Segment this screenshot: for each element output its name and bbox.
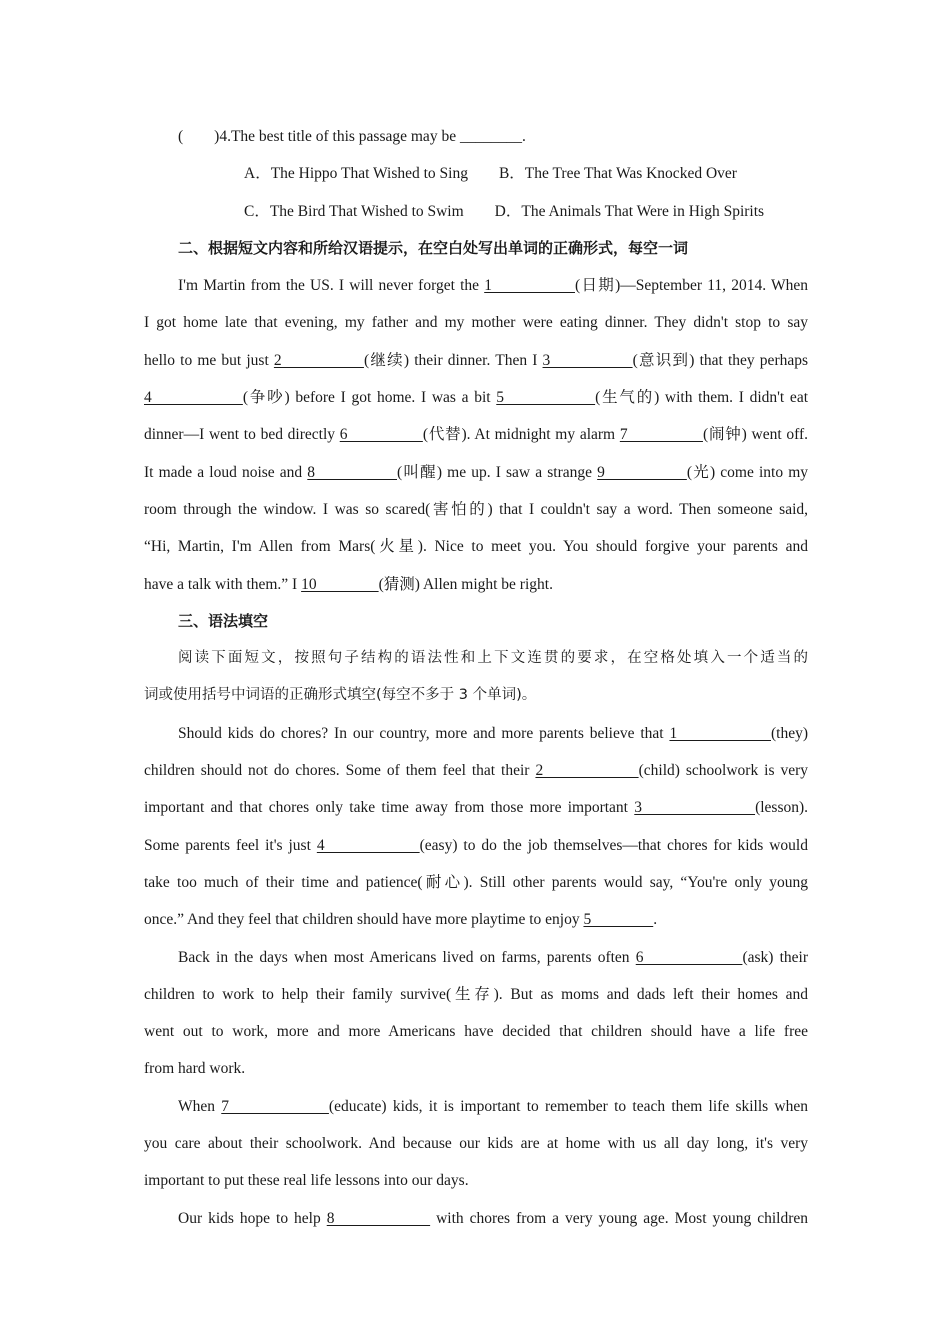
answer-blank: 9	[597, 463, 687, 481]
answer-blank: 7	[619, 426, 703, 444]
section-3-line: children should not do chores. Some of them feel that their 2 (child) schoolwork is very	[144, 762, 808, 780]
question-4-stem: ( )4.The best title of this passage may be ________.	[178, 128, 526, 145]
section-2-line: I'm Martin from the US. I will never forget the 1 (日期)—September 11, 2014. When	[178, 277, 809, 295]
answer-blank: 2	[535, 762, 639, 780]
section-2-line: room through the window. I was so scared(害怕的) that I couldn't say a word. Then someone said,	[144, 500, 808, 518]
answer-blank: 2	[273, 351, 364, 369]
answer-blank: 1	[669, 724, 771, 742]
section-3-line: important to put these real life lessons into our days.	[144, 1172, 469, 1190]
section-2-line: 4 (争吵) before I got home. I was a bit 5 (生气的) with them. I didn't eat	[144, 389, 809, 407]
answer-blank: 8	[307, 463, 397, 481]
question-4-options-ab: A．The Hippo That Wished to Sing B．The Tree That Was Knocked Over	[244, 165, 737, 183]
section-3-line: you care about their schoolwork. And because our kids are at home with us all day long, it's very	[144, 1135, 808, 1153]
section-2-heading: 二、根据短文内容和所给汉语提示，在空白处写出单词的正确形式，每空一词	[178, 238, 689, 257]
answer-blank: 10	[301, 575, 379, 593]
question-4-options-cd: C．The Bird That Wished to Swim D．The Animals That Were in High Spirits	[244, 202, 765, 220]
section-3-instruction: 阅读下面短文，按照句子结构的语法性和上下文连贯的要求，在空格处填入一个适当的	[178, 650, 808, 667]
section-2-line: It made a loud noise and 8 (叫醒) me up. I saw a strange 9 (光) come into my	[144, 463, 809, 481]
answer-blank: 5	[583, 911, 654, 929]
section-3-line: take too much of their time and patience(耐心). Still other parents would say, “You're only young	[144, 873, 808, 891]
answer-blank: 4	[144, 389, 243, 407]
section-2-line: I got home late that evening, my father and my mother were eating dinner. They didn't stop to say	[144, 314, 808, 332]
answer-blank: 3	[634, 799, 756, 817]
section-2-line: hello to me but just 2 (继续) their dinner. Then I 3 (意识到) that they perhaps	[144, 351, 809, 369]
section-3-line: Back in the days when most Americans lived on farms, parents often 6 (ask) their	[178, 948, 809, 966]
answer-blank: 8	[326, 1209, 431, 1227]
answer-blank: 1	[484, 277, 575, 295]
section-3-line: When 7 (educate) kids, it is important to remember to teach them life skills when	[178, 1097, 809, 1115]
section-3-line: Some parents feel it's just 4 (easy) to do the job themselves—that chores for kids would	[144, 836, 808, 854]
answer-blank: 3	[542, 351, 633, 369]
section-3-heading: 三、语法填空	[178, 611, 269, 630]
section-3-line: children to work to help their family survive(生存). But as moms and dads left their homes and	[144, 985, 808, 1003]
section-2-line: dinner—I went to bed directly 6 (代替). At midnight my alarm 7 (闹钟) went off.	[144, 426, 809, 444]
answer-blank: 6	[635, 948, 743, 966]
section-3-instruction: 词或使用括号中词语的正确形式填空(每空不多于 3 个单词)。	[144, 687, 537, 704]
section-3-line: important and that chores only take time away from those more important 3 (lesson).	[144, 799, 809, 817]
answer-blank: 5	[496, 389, 596, 407]
section-3-line: once.” And they feel that children should have more playtime to enjoy 5 .	[144, 911, 658, 929]
section-3-line: went out to work, more and more Americans have decided that children should have a life free	[144, 1023, 808, 1041]
answer-blank: 4	[316, 836, 420, 854]
document-page	[144, 118, 808, 1237]
section-2-line: have a talk with them.” I 10 (猜测) Allen might be right.	[144, 575, 553, 593]
section-3-line: Our kids hope to help 8 with chores from a very young age. Most young children	[178, 1209, 809, 1227]
answer-blank: 6	[339, 426, 423, 444]
section-2-line: “Hi, Martin, I'm Allen from Mars(火星). Nice to meet you. You should forgive your parents and	[144, 538, 808, 556]
section-3-line: from hard work.	[144, 1060, 246, 1078]
section-3-line: Should kids do chores? In our country, more and more parents believe that 1 (they)	[178, 724, 809, 742]
answer-blank: 7	[221, 1097, 329, 1115]
